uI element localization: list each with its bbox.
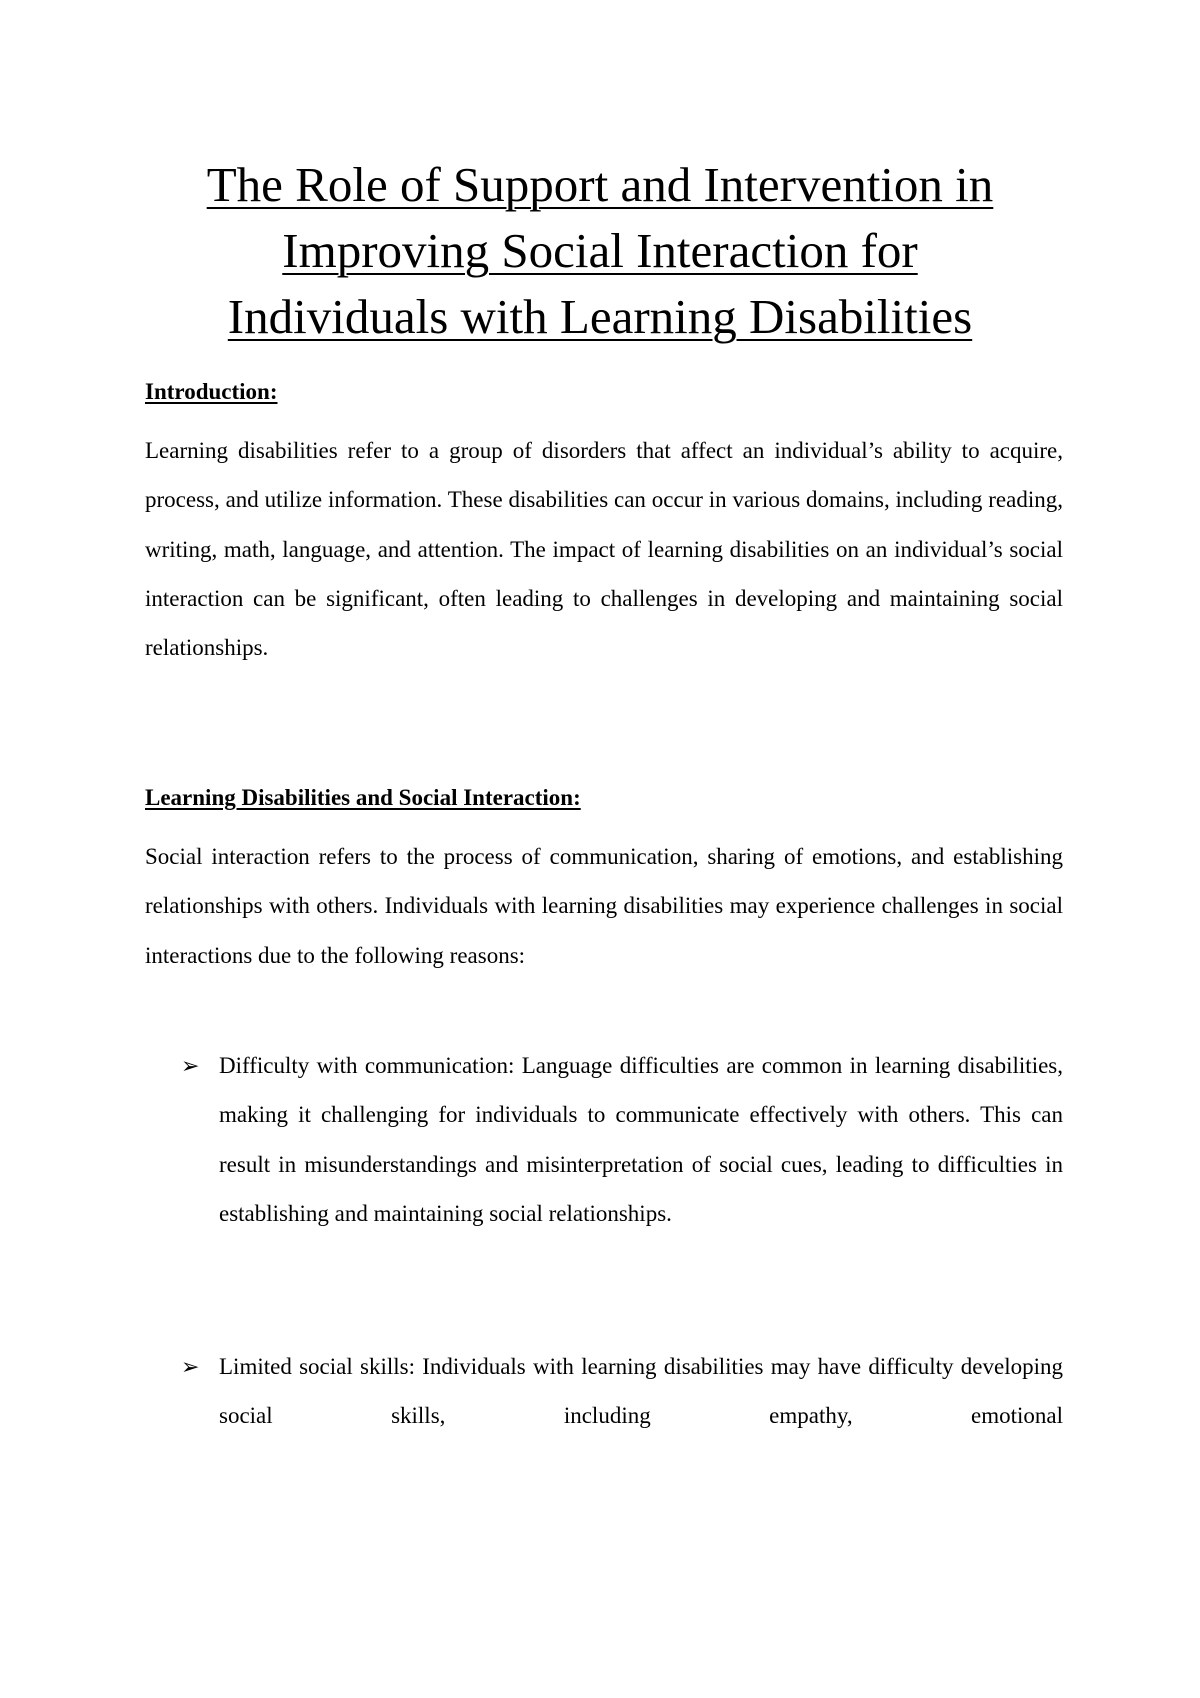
- arrow-bullet-icon: ➢: [181, 1354, 200, 1379]
- bullet-item-social-skills: [145, 1342, 1063, 1441]
- title-line-2: Improving Social Interaction for: [282, 223, 918, 278]
- bullet-item-communication: [145, 1041, 1063, 1238]
- bullet-text-communication: Difficulty with communication: Language difficulties are common in learning disabilities, making it challenging for individuals to communicate effectively with others. This can result in misunderstandings and misinterpretation of social cues, leading to difficulties in establishing and maintaining social relationships.: [219, 1053, 1063, 1226]
- introduction-paragraph: Learning disabilities refer to a group of disorders that affect an individual’s ability to acquire, process, and utilize information. These disabilities can occur in various domains, including reading, writing, math, language, and attention. The impact of learning disabilities on an individual’s social interaction can be significant, often leading to challenges in developing and maintaining social relationships.: [145, 438, 1063, 661]
- bullet-text-social-skills: Limited social skills: Individuals with learning disabilities may have difficulty developing social skills, including empathy, emotional: [219, 1354, 1063, 1429]
- title-line-3: Individuals with Learning Disabilities: [227, 289, 973, 344]
- title-line-1: The Role of Support and Intervention in: [206, 157, 994, 212]
- social-interaction-paragraph: Social interaction refers to the process of communication, sharing of emotions, and establishing relationships with others. Individuals with learning disabilities may experience challenges in social interactions due to the following reasons:: [145, 844, 1063, 968]
- arrow-bullet-icon: ➢: [181, 1053, 200, 1078]
- document-title: [100, 152, 1100, 350]
- section-heading-social-interaction: Learning Disabilities and Social Interaction:: [145, 785, 581, 810]
- section-heading-introduction: Introduction:: [145, 379, 278, 404]
